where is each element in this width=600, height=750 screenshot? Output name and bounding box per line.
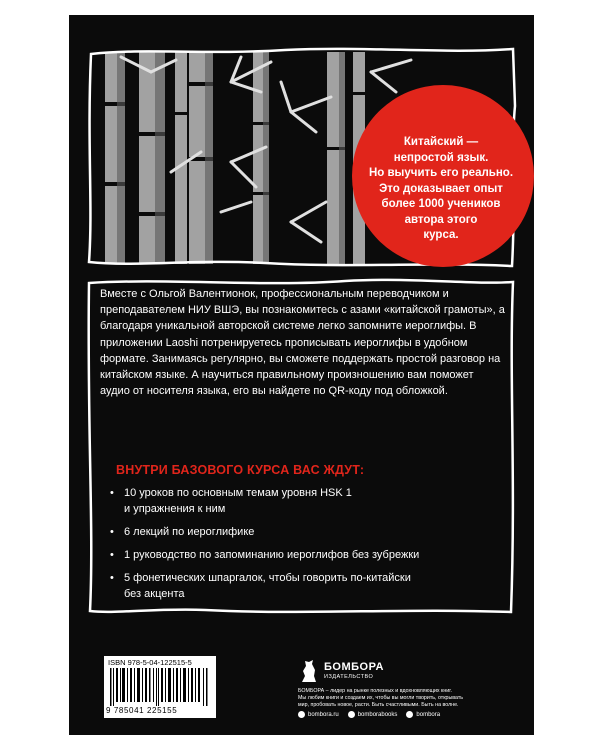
benefits-title: ВНУТРИ БАЗОВОГО КУРСА ВАС ЖДУТ:	[116, 463, 365, 477]
bullet-icon: •	[110, 487, 114, 499]
list-item: • 6 лекций по иероглифике	[110, 526, 255, 538]
isbn-text: ISBN 978-5-04-122515-5	[108, 658, 192, 667]
publisher-name: БОМБОРА	[324, 661, 384, 673]
list-item: • 10 уроков по основным темам уровня HSK 1 и упражнения к ним	[110, 487, 352, 515]
badge-text: Китайский — непростой язык. Но выучить его реально. Это доказывает опыт более 1000 учеников автора этого курса.	[368, 136, 514, 241]
bullet-icon: •	[110, 572, 114, 584]
social-link[interactable]: bombora	[406, 711, 440, 718]
description-paragraph: Вместе с Ольгой Валентионок, профессиональным переводчиком и преподавателем НИУ ВШЭ, вы познакомитесь с азами «китайской грамоты», а благодаря уникальной авторской системе легко запомните иероглифы. В приложении Laoshi потренируетесь прописывать иероглифы в удобном формате. Занимаясь регулярно, вы сможете поддержать простой разговор на китайском языке. А научиться правильному произношению вам поможет аудио от носителя языка, его вы найдете по QR-коду под обложкой.	[100, 288, 505, 398]
publisher-socials	[298, 711, 528, 718]
social-network-icon	[348, 711, 355, 718]
bullet-icon: •	[110, 549, 114, 561]
barcode-bars-icon	[110, 668, 210, 706]
social-network-icon	[406, 711, 413, 718]
publisher-subtitle: ИЗДАТЕЛЬСТВО	[324, 674, 374, 680]
list-item: • 1 руководство по запоминанию иероглифов без зубрежки	[110, 549, 420, 561]
bombora-logo-icon	[298, 658, 320, 684]
publisher-description: БОМБОРА – лидер на рынке полезных и вдохновляющих книг. Мы любим книги и создаем их, чтобы вы могли творить, открывать мир, пробовать новое, расти. Быть счастливыми. Быть на волне.	[298, 688, 464, 708]
benefits-list	[107, 485, 507, 609]
social-link[interactable]: bombora.ru	[298, 711, 339, 718]
book-back-cover	[69, 15, 534, 735]
list-item: • 5 фонетических шпаргалок, чтобы говорить по-китайски без акцента	[110, 572, 411, 600]
web-icon	[298, 711, 305, 718]
bullet-icon: •	[110, 526, 114, 538]
social-link[interactable]: bomborabooks	[348, 711, 398, 718]
barcode	[104, 656, 216, 718]
barcode-number: 9 785041 225155	[106, 706, 178, 715]
